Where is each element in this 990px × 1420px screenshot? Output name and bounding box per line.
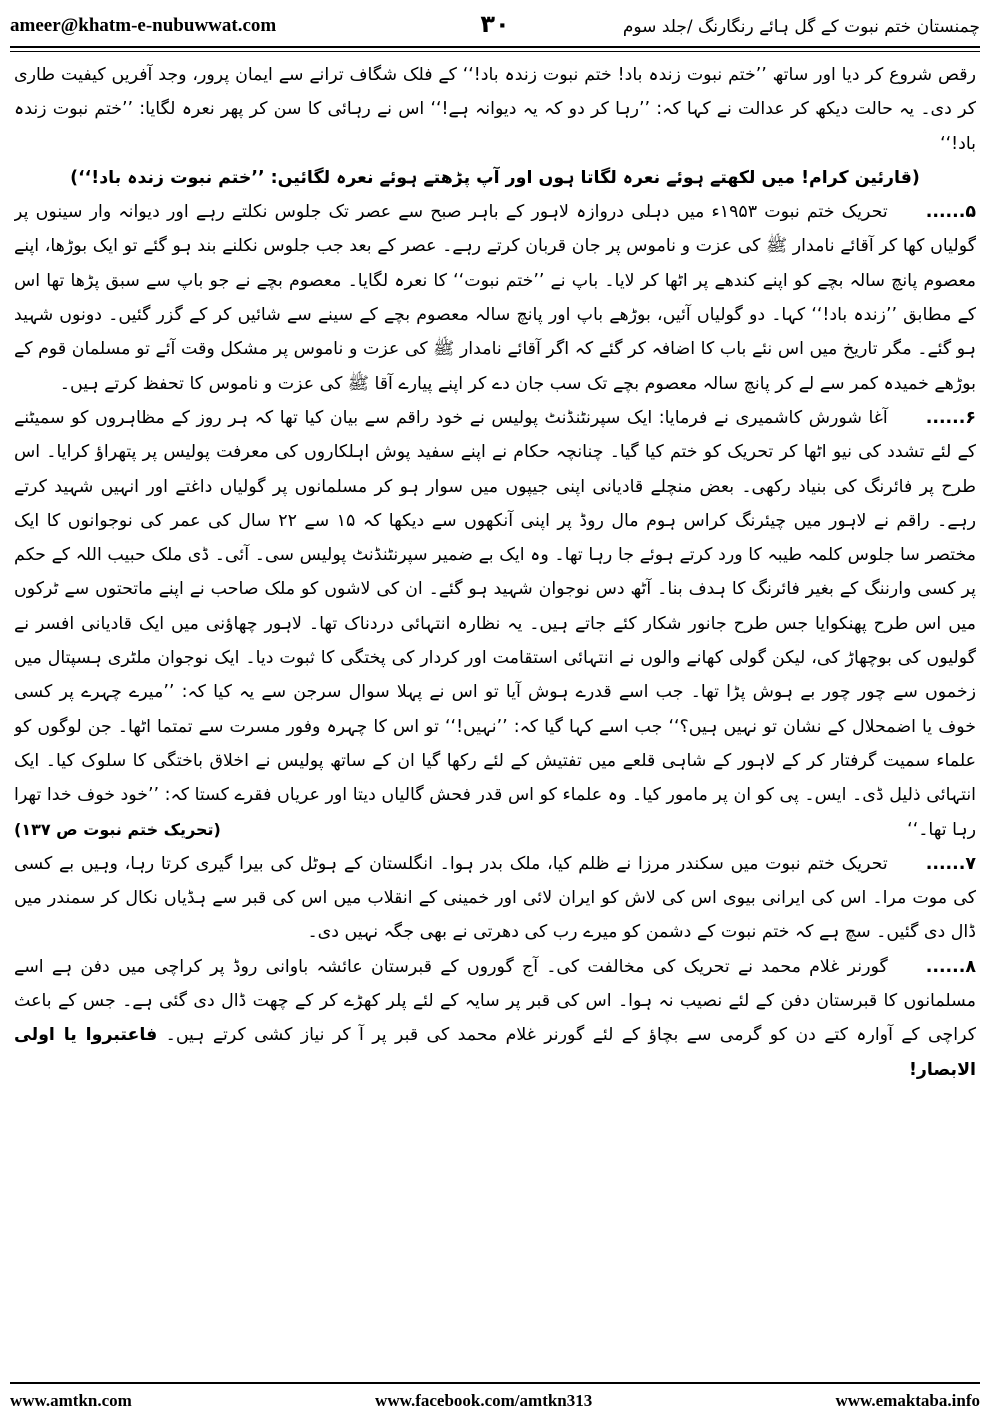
footer-rule bbox=[10, 1382, 980, 1384]
footer-link-right[interactable]: www.emaktaba.info bbox=[835, 1391, 980, 1410]
page-footer bbox=[10, 1386, 980, 1416]
header-rule-thin bbox=[10, 51, 980, 52]
header-email: ameer@khatm-e-nubuwwat.com bbox=[10, 15, 277, 36]
header-rule bbox=[10, 46, 980, 48]
paragraph-6: ۶......آغا شورش کاشمیری نے فرمایا: ایک سپرنٹنڈنٹ پولیس نے خود راقم سے بیان کیا تھا کہ ہر روز کے مظاہروں کو سمیٹنے کے لئے تشدد کی نیو اٹھا کر تحریک کو ختم کیا گیا۔ چنانچہ حکام نے اپنے سفید پوش اہلکاروں کی معرفت پولیس پر پتھراؤ کرایا۔ اس طرح پر فائرنگ کی بنیاد رکھی۔ بعض منچلے قادیانی اپنی جیپوں میں سوار ہو کر مسلمانوں پر گولیاں داغتے اور انہیں شہید کرتے رہے۔ راقم نے لاہور میں چیئرنگ کراس ہوم مال روڈ پر اپنی آنکھوں سے دیکھا کہ ۱۵ سے ۲۲ سال کی عمر کی نوجوانوں کا ایک مختصر سا جلوس کلمہ طیبہ کا ورد کرتے ہوئے جا رہا تھا۔ وہ ایک بے ضمیر سپرنٹنڈنٹ پولیس سی۔ آئی۔ ڈی ملک حبیب اللہ کے حکم پر کسی وارننگ کے بغیر فائرنگ کا ہدف بنا۔ آٹھ دس نوجوان شہید ہو گئے۔ ان کی لاشوں کو ملک صاحب نے اپنے ماتحتوں سے ٹرکوں میں اس طرح پھنکوایا جس طرح جانور شکار کئے جاتے ہیں۔ یہ نظارہ انتہائی دردناک تھا۔ لاہور چھاؤنی میں ایک قادیانی افسر نے گولیوں کی بوچھاڑ کی، لیکن گولی کھانے والوں نے انتہائی استقامت اور کردار کی پختگی کا ثبوت دیا۔ ایک نوجوان ملٹری ہسپتال میں زخموں سے چور چور بے ہوش پڑا تھا۔ جب اسے قدرے ہوش آیا تو اس نے پہلا سوال سرجن سے یہ کیا کہ: ’’میرے چہرے پر کسی خوف یا اضمحلال کے نشان تو نہیں ہیں؟‘‘ جب اسے کہا گیا کہ: ’’نہیں!‘‘ تو اس کا چہرہ وفور مسرت سے تمتما اٹھا۔ جن لوگوں کو علماء سمیت گرفتار کر کے لاہور کے شاہی قلعے میں تفتیش کے لئے رکھا گیا ان کے ساتھ پولیس نے اخلاق باختگی کا سلوک کیا۔ ایک انتہائی ذلیل ڈی۔ ایس۔ پی کو ان پر مامور کیا۔ وہ علماء کو اس قدر فحش گالیاں دیتا اور عریاں فقرے کستا کہ: ’’خود خوف خدا تھرا رہا تھا۔‘‘ (تحریک ختم نبوت ص ۱۳۷) bbox=[14, 401, 976, 847]
paragraph-number: ۷...... bbox=[925, 853, 976, 874]
book-title: چمنستان ختم نبوت کے گل ہائے رنگارنگ /جلد سوم bbox=[622, 16, 980, 37]
paragraph-number: ۶...... bbox=[925, 407, 976, 428]
paragraph-continuation: رقص شروع کر دیا اور ساتھ ’’ختم نبوت زندہ باد! ختم نبوت زندہ باد!‘‘ کے فلک شگاف ترانے سے ایمان پرور، وجد آفریں کیفیت طاری کر دی۔ یہ حالت دیکھ کر عدالت نے کہا کہ: ’’رہا کر دو کہ یہ دیوانہ ہے!‘‘ اس نے رہائی کا سن کر پھر نعرہ لگایا: ’’ختم نبوت زندہ باد!‘‘ bbox=[14, 65, 976, 154]
readers-note: (قارئین کرام! میں لکھتے ہوئے نعرہ لگاتا ہوں اور آپ پڑھتے ہوئے نعرہ لگائیں: ’’ختم نبوت زندہ باد!‘‘) bbox=[70, 167, 920, 188]
page-number: ۳۰ bbox=[480, 10, 510, 38]
closing-verse: فاعتبروا یا اولی الابصار! bbox=[14, 1025, 976, 1080]
page-body bbox=[14, 58, 976, 1376]
paragraph-8: ۸......گورنر غلام محمد نے تحریک کی مخالفت کی۔ آج گوروں کے قبرستان عائشہ باوانی روڈ پر کراچی میں دفن ہے اسے مسلمانوں کا قبرستان دفن کے لئے نصیب نہ ہوا۔ اس کی قبر پر سایہ کے لئے پلر کھڑے کر کے چھت ڈال دی گئی ہے۔ جس کے باعث کراچی کے آوارہ کتے دن کو گرمی سے بچاؤ کے لئے گورنر غلام محمد کی قبر پر آ کر نیاز کشی کرتے ہیں۔ فاعتبروا یا اولی الابصار! bbox=[14, 950, 976, 1087]
paragraph-7: ۷......تحریک ختم نبوت میں سکندر مرزا نے ظلم کیا، ملک بدر ہوا۔ انگلستان کے ہوٹل کی بیرا گیری کرتا رہا، وہیں بے کسی کی موت مرا۔ اس کی ایرانی بیوی اس کی لاش کو ایران لائی اور خمینی کے انقلاب میں اس کی قبر سے ہڈیاں نکال کر سمندر میں ڈال دی گئیں۔ سچ ہے کہ ختم نبوت کے دشمن کو میرے رب کی دھرتی نے بھی جگہ نہیں دی۔ bbox=[14, 847, 976, 950]
reference-citation: (تحریک ختم نبوت ص ۱۳۷) bbox=[14, 819, 221, 839]
paragraph-5: ۵......تحریک ختم نبوت ۱۹۵۳ء میں دہلی دروازہ لاہور کے باہر صبح سے عصر تک جلوس نکلتے رہے اور دیوانہ وار سینوں پر گولیاں کھا کر آقائے نامدار ﷺ کی عزت و ناموس پر جان قربان کرتے رہے۔ عصر کے بعد جب جلوس نکلنے بند ہو گئے تو ایک بوڑھا، اپنے معصوم پانچ سالہ بچے کو اپنے کندھے پر اٹھا کر لایا۔ باپ نے ’’ختم نبوت‘‘ کا نعرہ لگایا۔ معصوم بچے نے جو باپ سے سبق پڑھا تھا اس کے مطابق ’’زندہ باد!‘‘ کہا۔ دو گولیاں آئیں، بوڑھے باپ اور پانچ سالہ معصوم بچے کے سینے سے شائیں کر کے گزر گئیں۔ دونوں شہید ہو گئے۔ مگر تاریخ میں اس نئے باب کا اضافہ کر گئے کہ اگر آقائے نامدار ﷺ کی عزت و ناموس پر مشکل وقت آئے تو مسلمان قوم کے بوڑھے خمیدہ کمر سے لے کر پانچ سالہ معصوم بچے تک سب جان دے کر اپنے پیارے آقا ﷺ کی عزت و ناموس کا تحفظ کرتے ہیں۔ bbox=[14, 195, 976, 401]
page-header bbox=[10, 6, 980, 46]
paragraph-number: ۵...... bbox=[925, 202, 976, 223]
paragraph-number: ۸...... bbox=[925, 956, 976, 977]
footer-link-center[interactable]: www.facebook.com/amtkn313 bbox=[375, 1391, 593, 1410]
footer-link-left[interactable]: www.amtkn.com bbox=[10, 1391, 132, 1410]
